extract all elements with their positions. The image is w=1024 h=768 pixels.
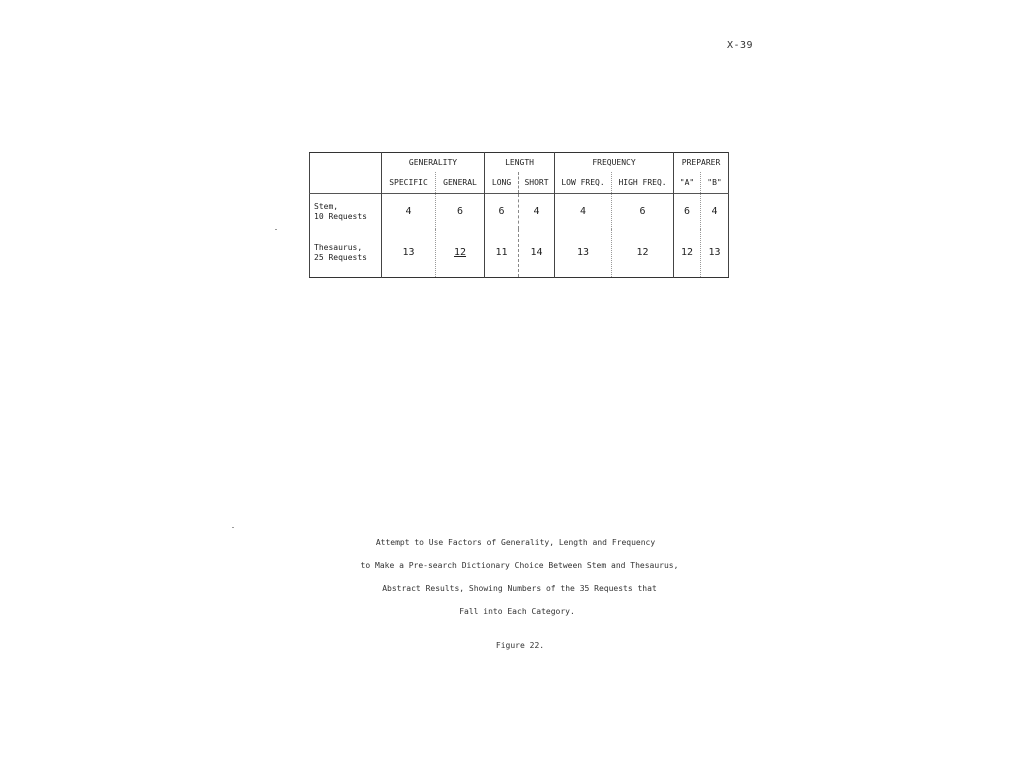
figure-caption: [0, 537, 1024, 629]
row-label-line: 25 Requests: [314, 252, 367, 262]
page-number: X-39: [727, 40, 754, 51]
caption-line-4: Fall into Each Category.: [459, 607, 575, 616]
cell-thesaurus-short: 14: [519, 229, 555, 278]
cell-stem-a: 6: [674, 194, 701, 229]
cell-stem-high-freq: 6: [612, 194, 674, 229]
row-label-line: Stem,: [314, 201, 339, 211]
column-header-long: LONG: [485, 172, 519, 194]
column-header-short: SHORT: [519, 172, 555, 194]
cell-stem-specific: 4: [382, 194, 436, 229]
column-header-high-freq: HIGH FREQ.: [612, 172, 674, 194]
cell-thesaurus-low-freq: 13: [555, 229, 612, 278]
cell-stem-long: 6: [485, 194, 519, 229]
column-header-low-freq: LOW FREQ.: [555, 172, 612, 194]
table-group-header-row: [310, 153, 729, 172]
caption-line-2: to Make a Pre-search Dictionary Choice Between Stem and Thesaurus,: [360, 561, 679, 570]
figure-label: Figure 22.: [495, 641, 545, 650]
column-header-specific: SPECIFIC: [382, 172, 436, 194]
group-header-preparer: PREPARER: [674, 153, 729, 172]
row-label-stem: [310, 194, 382, 229]
scan-speck: [275, 229, 277, 230]
table-corner-cell: [310, 153, 382, 172]
row-label-line: 10 Requests: [314, 211, 367, 221]
caption-line-1: Attempt to Use Factors of Generality, Length and Frequency: [375, 538, 656, 547]
cell-thesaurus-general: 12: [436, 229, 485, 278]
cell-stem-short: 4: [519, 194, 555, 229]
table-row-thesaurus: [310, 229, 729, 278]
cell-thesaurus-a: 12: [674, 229, 701, 278]
table-corner-cell: [310, 172, 382, 194]
row-label-thesaurus: [310, 229, 382, 278]
cell-stem-general: 6: [436, 194, 485, 229]
row-label-line: Thesaurus,: [314, 242, 363, 252]
scan-speck: [232, 527, 234, 528]
table-row-stem: [310, 194, 729, 229]
results-table: [309, 152, 729, 278]
cell-thesaurus-specific: 13: [382, 229, 436, 278]
table-column-header-row: [310, 172, 729, 194]
column-header-a: "A": [674, 172, 701, 194]
cell-thesaurus-high-freq: 12: [612, 229, 674, 278]
column-header-b: "B": [701, 172, 729, 194]
group-header-frequency: FREQUENCY: [555, 153, 674, 172]
column-header-general: GENERAL: [436, 172, 485, 194]
cell-thesaurus-long: 11: [485, 229, 519, 278]
caption-line-3: Abstract Results, Showing Numbers of the 35 Requests that: [382, 584, 657, 593]
cell-thesaurus-b: 13: [701, 229, 729, 278]
group-header-length: LENGTH: [485, 153, 555, 172]
results-table-container: [309, 152, 728, 278]
cell-stem-low-freq: 4: [555, 194, 612, 229]
group-header-generality: GENERALITY: [382, 153, 485, 172]
cell-stem-b: 4: [701, 194, 729, 229]
